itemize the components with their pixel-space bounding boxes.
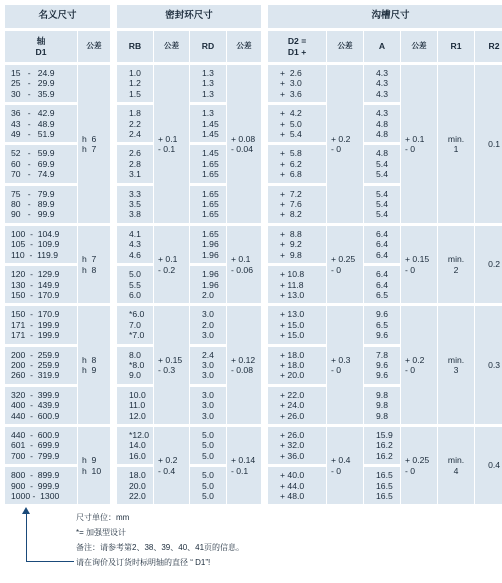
cell-rb xyxy=(117,223,153,263)
cell-rd xyxy=(190,424,226,464)
cell-shaft-tolerance xyxy=(78,303,110,424)
cell-a-tolerance-text: + 0.1 - 0 xyxy=(405,133,425,154)
cell-a xyxy=(364,384,400,424)
cell-a-text: 4.3 4.3 4.3 xyxy=(376,68,388,99)
cell-shaft-tolerance-text: h 9 h 10 xyxy=(82,455,102,476)
notes-block xyxy=(4,509,499,569)
cell-rd xyxy=(190,183,226,223)
col-rd: RD xyxy=(190,31,226,62)
cell-rd-tolerance xyxy=(227,424,261,504)
cell-rd xyxy=(190,102,226,142)
cell-a-text: 9.6 6.5 9.6 xyxy=(376,309,388,341)
arrow-line-horizontal xyxy=(26,561,74,562)
cell-rb-text: 2.6 2.8 3.1 xyxy=(129,148,141,180)
cell-r1 xyxy=(438,223,474,303)
cell-rd-text: 2.4 3.0 3.0 xyxy=(202,349,214,381)
cell-a-tolerance xyxy=(401,303,437,424)
cell-d2-tolerance xyxy=(327,65,363,223)
cell-shaft-tolerance-text: h 7 h 8 xyxy=(82,254,97,275)
cell-d2-tolerance-text: + 0.2 - 0 xyxy=(331,133,351,154)
cell-shaft-range xyxy=(5,344,77,384)
cell-shaft-range-text: 440 - 600.9 601 - 699.9 700 - 799.9 xyxy=(11,429,60,461)
cell-r2-text: 0.2 xyxy=(488,259,501,270)
cell-d2 xyxy=(268,102,326,142)
cell-r1-text: min. 2 xyxy=(447,254,465,275)
cell-r2-text: 0.1 xyxy=(488,138,501,149)
cell-d2 xyxy=(268,142,326,182)
cell-d2-text: + 2.6 + 3.0 + 3.6 xyxy=(280,68,302,99)
cell-rd-text: 1.3 1.3 1.3 xyxy=(202,68,214,99)
col-rb-tolerance: 公差 xyxy=(154,31,189,62)
cell-rd-tolerance-text: + 0.14 - 0.1 xyxy=(231,455,256,476)
cell-rb-text: 10.0 11.0 12.0 xyxy=(129,389,146,421)
cell-d2-text: + 10.8 + 11.8 + 13.0 xyxy=(280,269,305,300)
cell-a xyxy=(364,303,400,343)
col-r1: R1 xyxy=(438,31,474,62)
note-remark: 备注：请参考第2、38、39、40、41页的信息。 xyxy=(76,543,245,553)
col-rb: RB xyxy=(117,31,153,62)
cell-d2-tolerance xyxy=(327,223,363,303)
table-row xyxy=(5,223,502,263)
cell-rb-text: 1.8 2.2 2.4 xyxy=(129,108,141,140)
cell-r2 xyxy=(475,65,502,223)
cell-shaft-tolerance xyxy=(78,424,110,504)
cell-rd-text: 1.96 1.96 2.0 xyxy=(202,269,219,300)
cell-a xyxy=(364,102,400,142)
cell-rd xyxy=(190,65,226,102)
cell-a-text: 7.8 9.6 9.6 xyxy=(376,349,388,381)
cell-shaft-range-text: 75 - 79.9 80 - 89.9 90 - 99.9 xyxy=(11,188,55,220)
col-a-tolerance: 公差 xyxy=(401,31,437,62)
cell-rd xyxy=(190,223,226,263)
cell-rb xyxy=(117,102,153,142)
cell-rd xyxy=(190,464,226,504)
cell-a xyxy=(364,464,400,504)
cell-a-tolerance-text: + 0.15 - 0 xyxy=(405,254,430,275)
cell-a-tolerance-text: + 0.2 - 0 xyxy=(405,354,425,376)
cell-rb-text: 18.0 20.0 22.0 xyxy=(129,470,146,501)
cell-shaft-range-text: 800 - 899.9 900 - 999.9 1000 - 1300 xyxy=(11,470,60,501)
cell-rd-tolerance-text: + 0.1 - 0.06 xyxy=(231,254,253,275)
cell-r1 xyxy=(438,303,474,424)
cell-rd-text: 1.65 1.96 1.96 xyxy=(202,228,219,260)
cell-rd xyxy=(190,303,226,343)
col-a: A xyxy=(364,31,400,62)
col-shaft-d1: 轴 D1 xyxy=(5,31,77,62)
col-rd-tolerance: 公差 xyxy=(227,31,261,62)
cell-d2-tolerance xyxy=(327,303,363,424)
cell-rd xyxy=(190,384,226,424)
note-unit: 尺寸单位：mm xyxy=(76,513,130,523)
cell-a xyxy=(364,142,400,182)
cell-rb-text: 1.0 1.2 1.5 xyxy=(129,68,141,99)
cell-rd-text: 1.65 1.65 1.65 xyxy=(202,188,219,220)
cell-r2 xyxy=(475,223,502,303)
cell-shaft-range xyxy=(5,263,77,303)
cell-d2-text: + 13.0 + 15.0 + 15.0 xyxy=(280,309,305,341)
cell-rd xyxy=(190,344,226,384)
cell-rb-tolerance xyxy=(154,303,189,424)
cell-rb-tolerance xyxy=(154,65,189,223)
cell-rd xyxy=(190,142,226,182)
cell-shaft-tolerance-text: h 6 h 7 xyxy=(82,133,97,154)
cell-a-text: 6.4 6.4 6.5 xyxy=(376,269,388,300)
cell-d2-text: + 4.2 + 5.0 + 5.4 xyxy=(280,108,302,140)
cell-d2 xyxy=(268,65,326,102)
col-d2: D2 = D1 + xyxy=(268,31,326,62)
cell-shaft-range xyxy=(5,424,77,464)
col-shaft-tolerance: 公差 xyxy=(78,31,110,62)
cell-a-text: 9.8 9.8 9.8 xyxy=(376,389,388,421)
cell-rd-tolerance-text: + 0.08 - 0.04 xyxy=(231,133,256,154)
cell-d2 xyxy=(268,223,326,263)
cell-rb-text: 3.3 3.5 3.8 xyxy=(129,188,141,220)
note-order: 请在询价及订货时标明轴的直径 “ D1”! xyxy=(76,558,211,568)
cell-rb-tolerance xyxy=(154,424,189,504)
cell-shaft-tolerance xyxy=(78,65,110,223)
cell-r1 xyxy=(438,424,474,504)
cell-rb xyxy=(117,384,153,424)
cell-rb xyxy=(117,344,153,384)
cell-rd-text: 1.3 1.45 1.45 xyxy=(202,108,219,140)
cell-shaft-range xyxy=(5,303,77,343)
cell-a xyxy=(364,344,400,384)
cell-d2-tolerance-text: + 0.3 - 0 xyxy=(331,354,351,376)
cell-rd-text: 3.0 3.0 3.0 xyxy=(202,389,214,421)
seal-dimension-sheet xyxy=(4,5,499,569)
cell-d2-tolerance xyxy=(327,424,363,504)
cell-r1-text: min. 3 xyxy=(447,354,465,376)
cell-shaft-range xyxy=(5,384,77,424)
cell-a xyxy=(364,263,400,303)
cell-rb-text: *12.0 14.0 16.0 xyxy=(129,429,150,461)
cell-shaft-range-text: 15 - 24.9 25 - 29.9 30 - 35.9 xyxy=(11,68,55,99)
cell-d2-text: + 5.8 + 6.2 + 6.8 xyxy=(280,148,302,180)
cell-rb-tolerance-text: + 0.15 - 0.3 xyxy=(158,354,183,376)
cell-d2 xyxy=(268,303,326,343)
cell-a xyxy=(364,65,400,102)
cell-rd-tolerance xyxy=(227,223,261,303)
cell-shaft-range xyxy=(5,183,77,223)
cell-shaft-tolerance-text: h 8 h 9 xyxy=(82,354,97,376)
cell-d2-tolerance-text: + 0.25 - 0 xyxy=(331,254,356,275)
cell-shaft-range-text: 100 - 104.9 105 - 109.9 110 - 119.9 xyxy=(11,228,60,260)
cell-a-text: 4.8 5.4 5.4 xyxy=(376,148,388,180)
cell-rd-text: 5.0 5.0 5.0 xyxy=(202,470,214,501)
dimension-table xyxy=(4,5,502,504)
table-row xyxy=(5,303,502,343)
cell-rb xyxy=(117,183,153,223)
cell-rb-tolerance-text: + 0.1 - 0.2 xyxy=(158,254,178,275)
cell-a-text: 5.4 5.4 5.4 xyxy=(376,188,388,220)
cell-rb-text: *6.0 7.0 *7.0 xyxy=(129,309,145,341)
cell-d2 xyxy=(268,183,326,223)
table-row xyxy=(5,424,502,464)
cell-r1-text: min. 1 xyxy=(447,133,465,154)
cell-shaft-range-text: 150 - 170.9 171 - 199.9 171 - 199.9 xyxy=(11,309,60,341)
cell-rd-tolerance-text: + 0.12 - 0.08 xyxy=(231,354,256,376)
cell-rb xyxy=(117,464,153,504)
cell-d2 xyxy=(268,424,326,464)
cell-r2-text: 0.3 xyxy=(488,359,501,370)
cell-rd-text: 5.0 5.0 5.0 xyxy=(202,429,214,461)
cell-rb xyxy=(117,65,153,102)
cell-shaft-range xyxy=(5,102,77,142)
table-row xyxy=(5,65,502,102)
cell-d2-text: + 18.0 + 18.0 + 20.0 xyxy=(280,349,305,381)
cell-a xyxy=(364,183,400,223)
cell-shaft-range xyxy=(5,464,77,504)
cell-rb xyxy=(117,142,153,182)
cell-r1-text: min. 4 xyxy=(447,455,465,476)
cell-shaft-range xyxy=(5,223,77,263)
cell-d2-tolerance-text: + 0.4 - 0 xyxy=(331,455,351,476)
cell-rb-tolerance-text: + 0.1 - 0.1 xyxy=(158,133,178,154)
cell-d2-text: + 40.0 + 44.0 + 48.0 xyxy=(280,470,305,501)
cell-d2-text: + 26.0 + 32.0 + 36.0 xyxy=(280,429,305,461)
cell-a-text: 15.9 16.2 16.2 xyxy=(376,429,393,461)
cell-rb-text: 4.1 4.3 4.6 xyxy=(129,228,141,260)
cell-rb xyxy=(117,263,153,303)
cell-rb-text: 5.0 5.5 6.0 xyxy=(129,269,141,300)
cell-rb-tolerance-text: + 0.2 - 0.4 xyxy=(158,455,178,476)
header-seal-ring-size: 密封环尺寸 xyxy=(117,5,261,28)
cell-d2 xyxy=(268,344,326,384)
cell-a-tolerance-text: + 0.25 - 0 xyxy=(405,455,430,476)
cell-rd xyxy=(190,263,226,303)
arrow-line xyxy=(26,509,27,561)
cell-shaft-range-text: 52 - 59.9 60 - 69.9 70 - 74.9 xyxy=(11,148,55,180)
header-groove-size: 沟槽尺寸 xyxy=(268,5,502,28)
cell-a-text: 16.5 16.5 16.5 xyxy=(376,470,393,501)
cell-a-tolerance xyxy=(401,223,437,303)
cell-shaft-range-text: 120 - 129.9 130 - 149.9 150 - 170.9 xyxy=(11,269,60,300)
cell-shaft-range-text: 200 - 259.9 200 - 259.9 260 - 319.9 xyxy=(11,349,60,381)
header-nominal-size: 名义尺寸 xyxy=(5,5,110,28)
cell-a-tolerance xyxy=(401,424,437,504)
cell-r2-text: 0.4 xyxy=(488,460,501,471)
cell-d2 xyxy=(268,384,326,424)
cell-shaft-range xyxy=(5,65,77,102)
cell-d2-text: + 8.8 + 9.2 + 9.8 xyxy=(280,228,302,260)
cell-rb-text: 8.0 *8.0 9.0 xyxy=(129,349,145,381)
cell-shaft-tolerance xyxy=(78,223,110,303)
cell-rd-text: 3.0 2.0 3.0 xyxy=(202,309,214,341)
cell-rb xyxy=(117,424,153,464)
cell-rd-tolerance xyxy=(227,65,261,223)
cell-a-text: 6.4 6.4 6.4 xyxy=(376,228,388,260)
cell-shaft-range-text: 320 - 399.9 400 - 439.9 440 - 600.9 xyxy=(11,389,60,421)
cell-d2-text: + 7.2 + 7.6 + 8.2 xyxy=(280,188,302,220)
cell-rd-text: 1.45 1.65 1.65 xyxy=(202,148,219,180)
arrow-up-icon xyxy=(22,507,30,514)
cell-r2 xyxy=(475,303,502,424)
cell-a xyxy=(364,424,400,464)
cell-rb xyxy=(117,303,153,343)
cell-a xyxy=(364,223,400,263)
cell-d2 xyxy=(268,464,326,504)
cell-d2-text: + 22.0 + 24.0 + 26.0 xyxy=(280,389,305,421)
cell-a-text: 4.3 4.8 4.8 xyxy=(376,108,388,140)
cell-shaft-range xyxy=(5,142,77,182)
cell-rb-tolerance xyxy=(154,223,189,303)
cell-rd-tolerance xyxy=(227,303,261,424)
cell-a-tolerance xyxy=(401,65,437,223)
cell-r1 xyxy=(438,65,474,223)
note-reinforced: *= 加强型设计 xyxy=(76,528,127,538)
cell-d2 xyxy=(268,263,326,303)
cell-shaft-range-text: 36 - 42.9 43 - 48.9 49 - 51.9 xyxy=(11,108,55,140)
cell-r2 xyxy=(475,424,502,504)
col-d2-tolerance: 公差 xyxy=(327,31,363,62)
col-r2: R2 xyxy=(475,31,502,62)
